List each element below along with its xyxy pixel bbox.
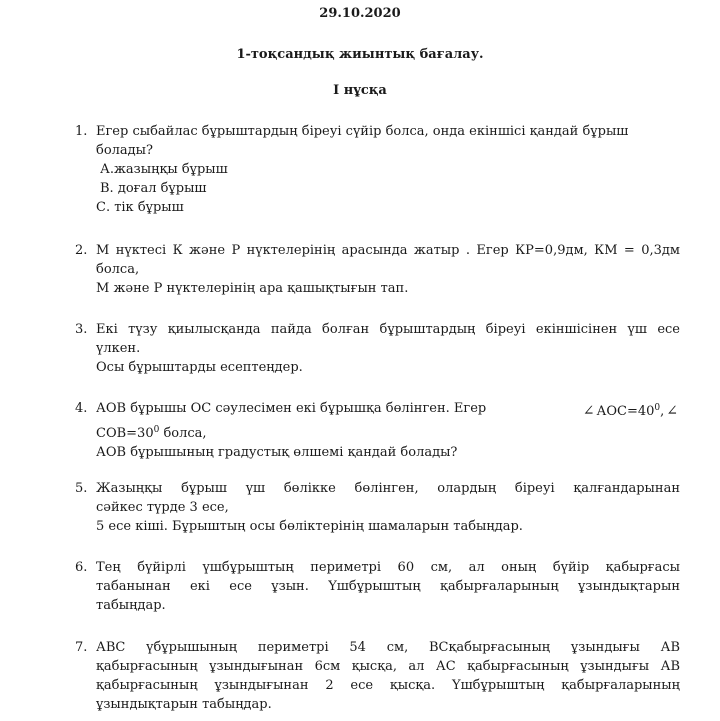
angle-value: АОС=40 [596,404,655,419]
answer-option-a: А.жазыңқы бұрыш [100,162,228,177]
question-number: 6. [75,560,88,575]
question-6 [75,558,680,615]
question-text-line: АОВ бұрышының градустық өлшемі қандай болады? [96,445,458,460]
question-text-line: сәйкес түрде 3 есе, [96,500,229,515]
degree-superscript: 0 [654,403,661,413]
degree-superscript: 0 [153,425,160,435]
question-number: 2. [75,243,88,258]
question-number: 3. [75,322,88,337]
answer-option-b: В. доғал бұрыш [100,181,207,196]
question-text-line: 5 есе кіші. Бұрыштың осы бөліктерінің шамаларын табыңдар. [96,519,523,534]
question-text-line: болады? [96,143,153,158]
variant-heading: I нұсқа [333,83,387,98]
question-7 [75,638,680,714]
question-2 [75,241,680,298]
question-text-line: Жазыңқы бұрыш үш бөлікке бөлінген, олардың біреуі қалғандарынан [96,481,680,496]
question-number: 7. [75,640,88,655]
question-text-segment: болса, [159,426,207,441]
question-text-line: ұзындықтарын табыңдар. [96,697,272,712]
angle-value: СОВ=30 [96,426,154,441]
question-text-line: Тең бүйірлі үшбұрыштың периметрі 60 см, ал оның бүйір қабырғасы [96,560,680,575]
angle-expression [581,399,680,421]
document-date: 29.10.2020 [319,6,401,21]
question-text-line: қабырғасының ұзындығынан 6см қысқа, ал АС қабырғасының ұзындығы АВ [96,659,680,674]
question-text-line: табыңдар. [96,598,166,613]
question-text-line: Екі түзу қиылысқанда пайда болған бұрыштардың біреуі екіншісінен үш есе [96,322,680,337]
question-text-line [96,421,680,443]
question-text-line: Егер сыбайлас бұрыштардың біреуі сүйір болса, онда екіншісі қандай бұрыш [96,124,629,139]
punctuation: , [660,404,665,419]
answer-option-c: С. тік бұрыш [96,200,184,215]
question-text-line: табанынан екі есе ұзын. Үшбұрыштың қабырғаларының ұзындықтарын [96,579,680,594]
question-number: 4. [75,401,88,416]
question-text-line: М нүктесі К және Р нүктелерінің арасында жатыр . Егер КР=0,9дм, КМ = 0,3дм [96,243,680,258]
question-5 [75,479,680,536]
question-number: 1. [75,124,88,139]
question-text-line [96,399,680,421]
question-number: 5. [75,481,88,496]
question-3 [75,320,680,377]
angle-icon: ∠ [666,403,678,419]
question-text-line: қабырғасының ұзындығынан 2 есе қысқа. Үшбұрыштың қабырғаларының [96,678,680,693]
question-text-line: үлкен. [96,341,141,356]
question-4 [75,399,680,462]
question-text-line: болса, [96,262,140,277]
question-text-segment: АОВ бұрышы ОС сәулесімен екі бұрышқа бөлінген. Егер [96,401,487,416]
question-text-line: Осы бұрыштарды есептеңдер. [96,360,303,375]
question-1 [75,122,680,217]
question-text-line: М және Р нүктелерінің ара қашықтығын тап. [96,281,409,296]
document-title: 1-тоқсандық жиынтық бағалау. [236,47,484,62]
angle-icon: ∠ [582,403,595,419]
question-text-line: АВС үбұрышының периметрі 54 см, ВСқабырғасының ұзындығы АВ [96,640,680,655]
